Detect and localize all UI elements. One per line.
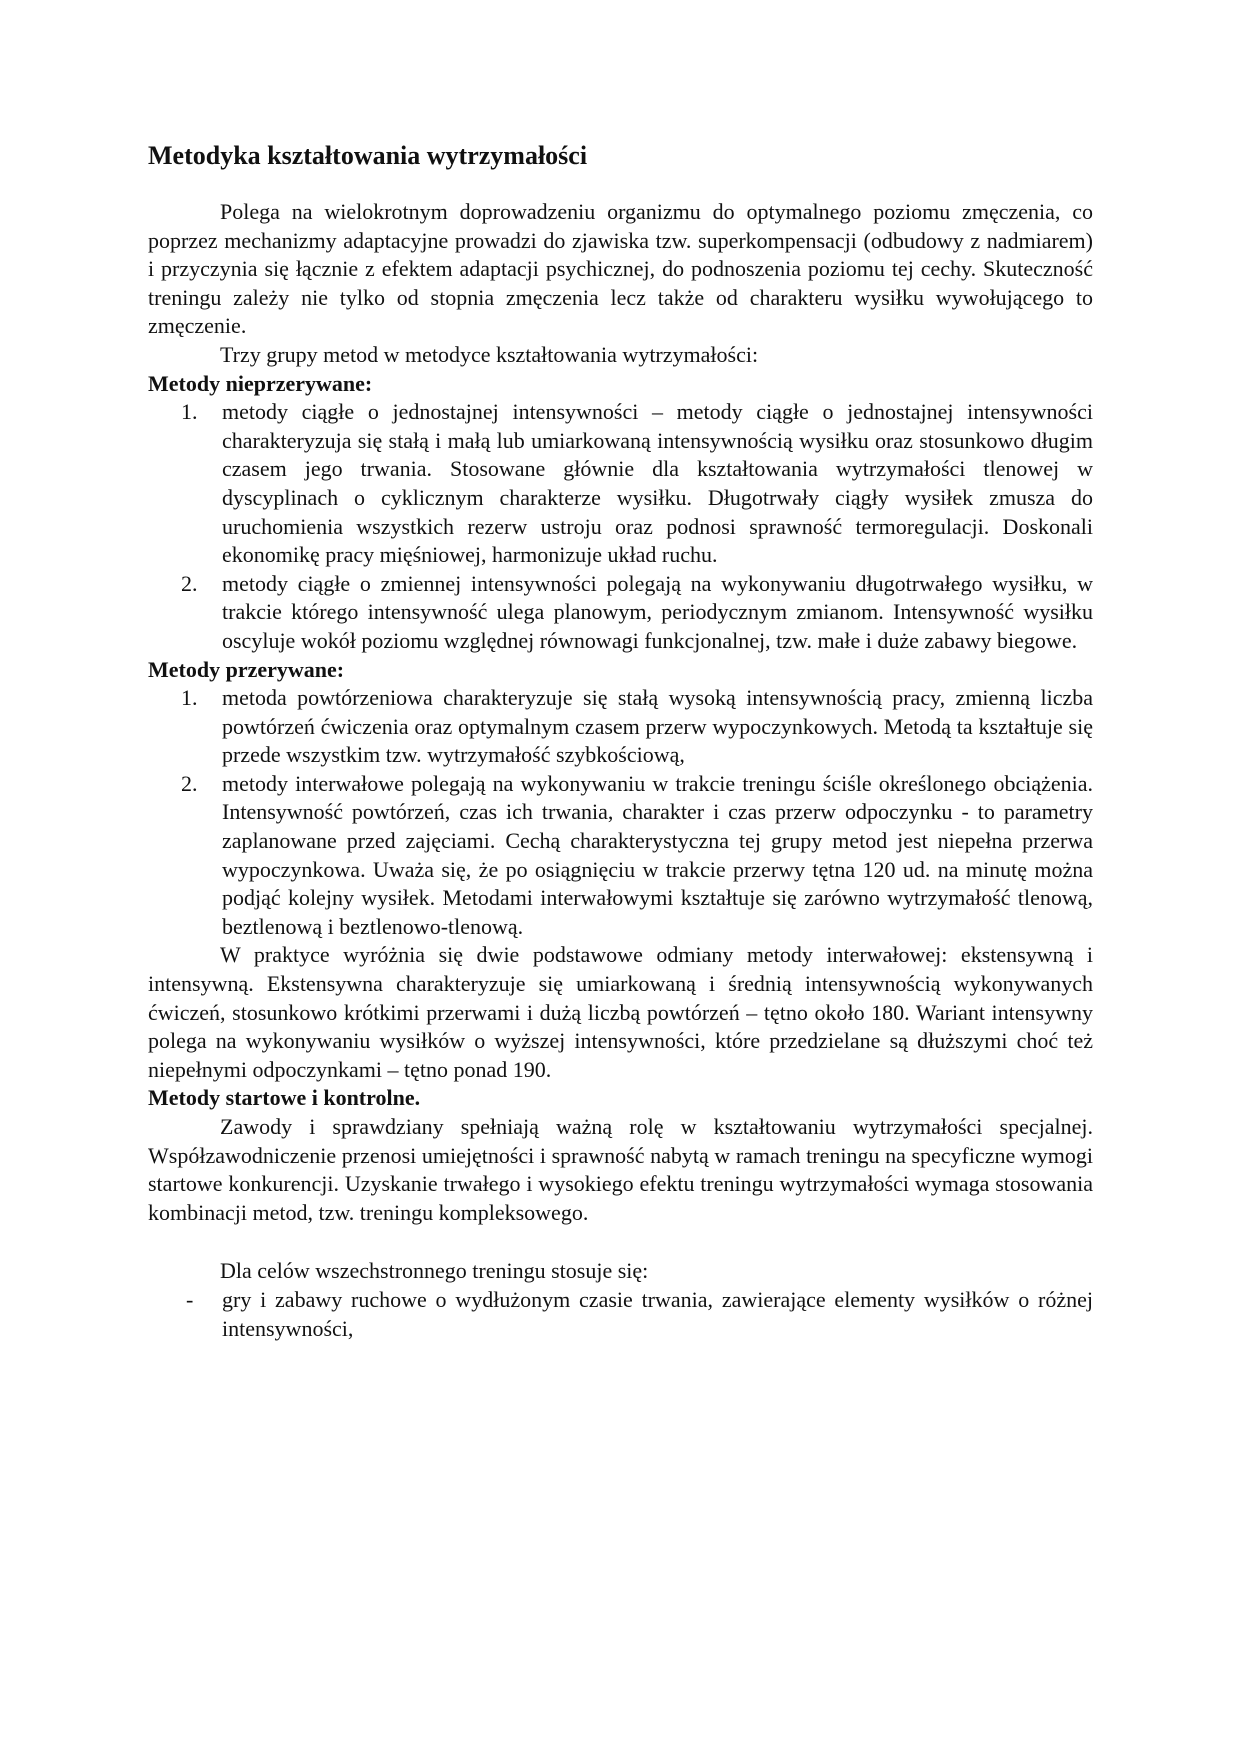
list-item-text: metoda powtórzeniowa charakteryzuje się stałą wysoką intensywnością pracy, zmienną liczba powtórzeń ćwiczenia oraz optymalnym czasem przerw wypoczynkowych. Metodą ta kształtuje się przede wszystkim tzw. wytrzymałość szybkościową, [222,685,1093,768]
list-item-text: metody ciągłe o jednostajnej intensywności – metody ciągłe o jednostajnej intensywności charakteryzuja się stałą i małą lub umiarkowaną intensywnością wysiłku oraz stosunkowo długim czasem jego trwania. Stosowane głównie dla kształtowania wytrzymałości tlenowej w dyscyplinach o cyklicznym charakterze wysiłku. Długotrwały ciągły wysiłek zmusza do uruchomienia wszystkich rezerw ustroju oraz podnosi sprawność termoregulacji. Doskonali ekonomikę pracy mięśniowej, harmonizuje układ ruchu. [222,399,1093,568]
list-number: 1. [181,399,198,425]
document-title: Metodyka kształtowania wytrzymałości [148,141,588,170]
general-intro: Dla celów wszechstronnego treningu stosuje się: [220,1258,649,1284]
competition-paragraph: Zawody i sprawdziany spełniają ważną rolę w kształtowaniu wytrzymałości specjalnej. Współzawodniczenie przenosi umiejętności i sprawność nabytą w ramach treningu na specyficzne wymogi startowe konkurencji. Uzyskanie trwałego i wysokiego efektu treningu wytrzymałości wymaga stosowania kombinacji metod, tzw. treningu kompleksowego. [148,1114,1093,1225]
intro-paragraph: Polega na wielokrotnym doprowadzeniu organizmu do optymalnego poziomu zmęczenia, co poprzez mechanizmy adaptacyjne prowadzi do zjawiska tzw. superkompensacji (odbudowy z nadmiarem) i przyczynia się łącznie z efektem adaptacji psychicznej, do podnoszenia poziomu tej cechy. Skuteczność treningu zależy nie tylko od stopnia zmęczenia lecz także od charakteru wysiłku wywołującego to zmęczenie. [148,199,1093,339]
interval-variants-paragraph: W praktyce wyróżnia się dwie podstawowe odmiany metody interwałowej: ekstensywną i intensywną. Ekstensywna charakteryzuje się umiarkowaną i średnią intensywnością wykonywanych ćwiczeń, stosunkowo krótkimi przerwami i dużą liczbą powtórzeń – tętno około 180. Wariant intensywny polega na wykonywaniu wysiłków o wyższej intensywności, które przedzielane są dłuższymi choć też niepełnymi odpoczynkami – tętno ponad 190. [148,942,1093,1082]
list-number: 2. [181,570,198,596]
section-heading-interval: Metody przerywane: [148,656,345,682]
list-item [148,398,1093,570]
general-training-list [148,1286,1093,1343]
list-number: 2. [181,770,198,796]
list-item-text: gry i zabawy ruchowe o wydłużonym czasie trwania, zawierające elementy wysiłków o różnej intensywności, [222,1286,1093,1341]
list-item [148,770,1093,942]
list-item [148,1286,1093,1343]
spacer [148,1227,1093,1257]
continuous-methods-list [148,398,1093,655]
list-number: 1. [181,685,198,711]
list-dash: - [186,1286,194,1312]
section-heading-competition: Metody startowe i kontrolne. [148,1085,421,1111]
section-heading-continuous: Metody nieprzerywane: [148,370,373,396]
interval-methods-list [148,684,1093,941]
document-page [148,140,1093,1343]
list-item-text: metody ciągłe o zmiennej intensywności polegają na wykonywaniu długotrwałego wysiłku, w trakcie którego intensywność ulega planowym, periodycznym zmianom. Intensywność wysiłku oscyluje wokół poziomu względnej równowagi funkcjonalnej, tzw. małe i duże zabawy biegowe. [222,570,1093,653]
list-item-text: metody interwałowe polegają na wykonywaniu w trakcie treningu ściśle określonego obciążenia. Intensywność powtórzeń, czas ich trwania, charakter i czas przerw odpoczynku - to parametry zaplanowane przed zajęciami. Cechą charakterystyczna tej grupy metod jest niepełna przerwa wypoczynkowa. Uważa się, że po osiągnięciu w trakcie przerwy tętna 120 ud. na minutę można podjąć kolejny wysiłek. Metodami interwałowymi kształtuje się zarówno wytrzymałość tlenową, beztlenową i beztlenowo-tlenową. [222,770,1093,939]
list-item [148,570,1093,656]
list-item [148,684,1093,770]
groups-intro: Trzy grupy metod w metodyce kształtowania wytrzymałości: [220,341,759,367]
